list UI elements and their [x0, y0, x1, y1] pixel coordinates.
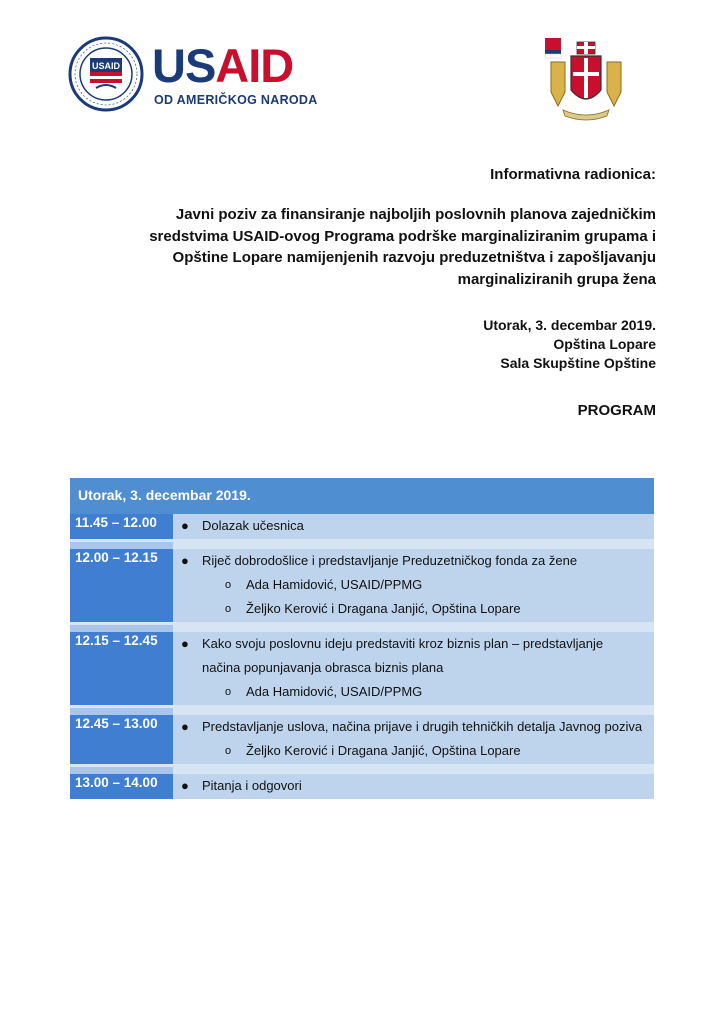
event-date: Utorak, 3. decembar 2019. — [483, 317, 656, 333]
agenda-cell — [173, 632, 654, 705]
event-venue: Sala Skupštine Opštine — [500, 355, 656, 371]
agenda-cell — [173, 774, 654, 799]
program-row — [70, 715, 654, 764]
program-label: PROGRAM — [577, 402, 656, 419]
row-spacer — [70, 764, 654, 774]
program-row — [70, 549, 654, 622]
agenda-cell — [173, 514, 654, 539]
bullet-icon: ● — [181, 778, 189, 793]
title-line: Opštine Lopare namijenjenih razvoju preduzetništva i zapošljavanju — [172, 249, 656, 266]
coat-of-arms-icon — [543, 36, 629, 122]
program-table — [70, 478, 654, 799]
bullet-icon: ● — [181, 553, 189, 568]
agenda-item-continuation: načina popunjavanja obrasca biznis plana — [202, 660, 444, 675]
bullet-icon: ● — [181, 719, 189, 734]
usaid-seal-icon — [68, 36, 144, 112]
agenda-item: ● Riječ dobrodošlice i predstavljanje Preduzetničkog fonda za žene — [173, 550, 654, 574]
row-spacer — [70, 622, 654, 632]
row-spacer — [70, 705, 654, 715]
circle-bullet-icon: o — [225, 686, 232, 698]
program-row — [70, 774, 654, 799]
program-row — [70, 632, 654, 705]
event-location: Opština Lopare — [553, 336, 656, 352]
speaker-item: o Ada Hamidović, USAID/PPMG — [173, 681, 654, 705]
circle-bullet-icon: o — [225, 603, 232, 615]
circle-bullet-icon: o — [225, 579, 232, 591]
usaid-subtitle: OD AMERIČKOG NARODA — [154, 93, 318, 107]
seal-text: USAID — [91, 61, 121, 71]
speaker-item: o Željko Kerović i Dragana Janjić, Opština Lopare — [173, 598, 654, 622]
title-line: Javni poziv za finansiranje najboljih poslovnih planova zajedničkim — [175, 206, 656, 223]
time-slot: 12.45 – 13.00 — [70, 715, 173, 764]
time-slot: 11.45 – 12.00 — [70, 514, 173, 539]
event-meta — [483, 316, 656, 373]
row-spacer — [70, 539, 654, 549]
time-slot: 13.00 – 14.00 — [70, 774, 173, 799]
usaid-wordmark: USAID — [152, 39, 294, 92]
bullet-icon: ● — [181, 636, 189, 651]
program-row — [70, 514, 654, 539]
time-slot: 12.15 – 12.45 — [70, 632, 173, 705]
title-line: sredstvima USAID-ovog Programa podrške marginaliziranim grupama i — [149, 227, 656, 245]
agenda-item: ● Predstavljanje uslova, načina prijave i drugih tehničkih detalja Javnog poziva — [173, 716, 654, 740]
agenda-item: ● Kako svoju poslovnu ideju predstaviti kroz biznis plan – predstavljanje — [173, 633, 654, 657]
document-title — [66, 204, 656, 290]
agenda-item: ● Pitanja i odgovori — [173, 775, 654, 799]
title-line: marginaliziranih grupa žena — [457, 270, 656, 288]
time-slot: 12.00 – 12.15 — [70, 549, 173, 622]
speaker-item: o Ada Hamidović, USAID/PPMG — [173, 574, 654, 598]
agenda-cell — [173, 549, 654, 622]
agenda-item: ● Dolazak učesnica — [173, 515, 654, 539]
program-day-header: Utorak, 3. decembar 2019. — [70, 478, 654, 514]
bullet-icon: ● — [181, 518, 189, 533]
agenda-cell — [173, 715, 654, 764]
usaid-logo — [68, 36, 330, 112]
circle-bullet-icon: o — [225, 745, 232, 757]
workshop-heading: Informativna radionica: — [490, 166, 656, 183]
speaker-item: o Željko Kerović i Dragana Janjić, Opština Lopare — [173, 740, 654, 764]
